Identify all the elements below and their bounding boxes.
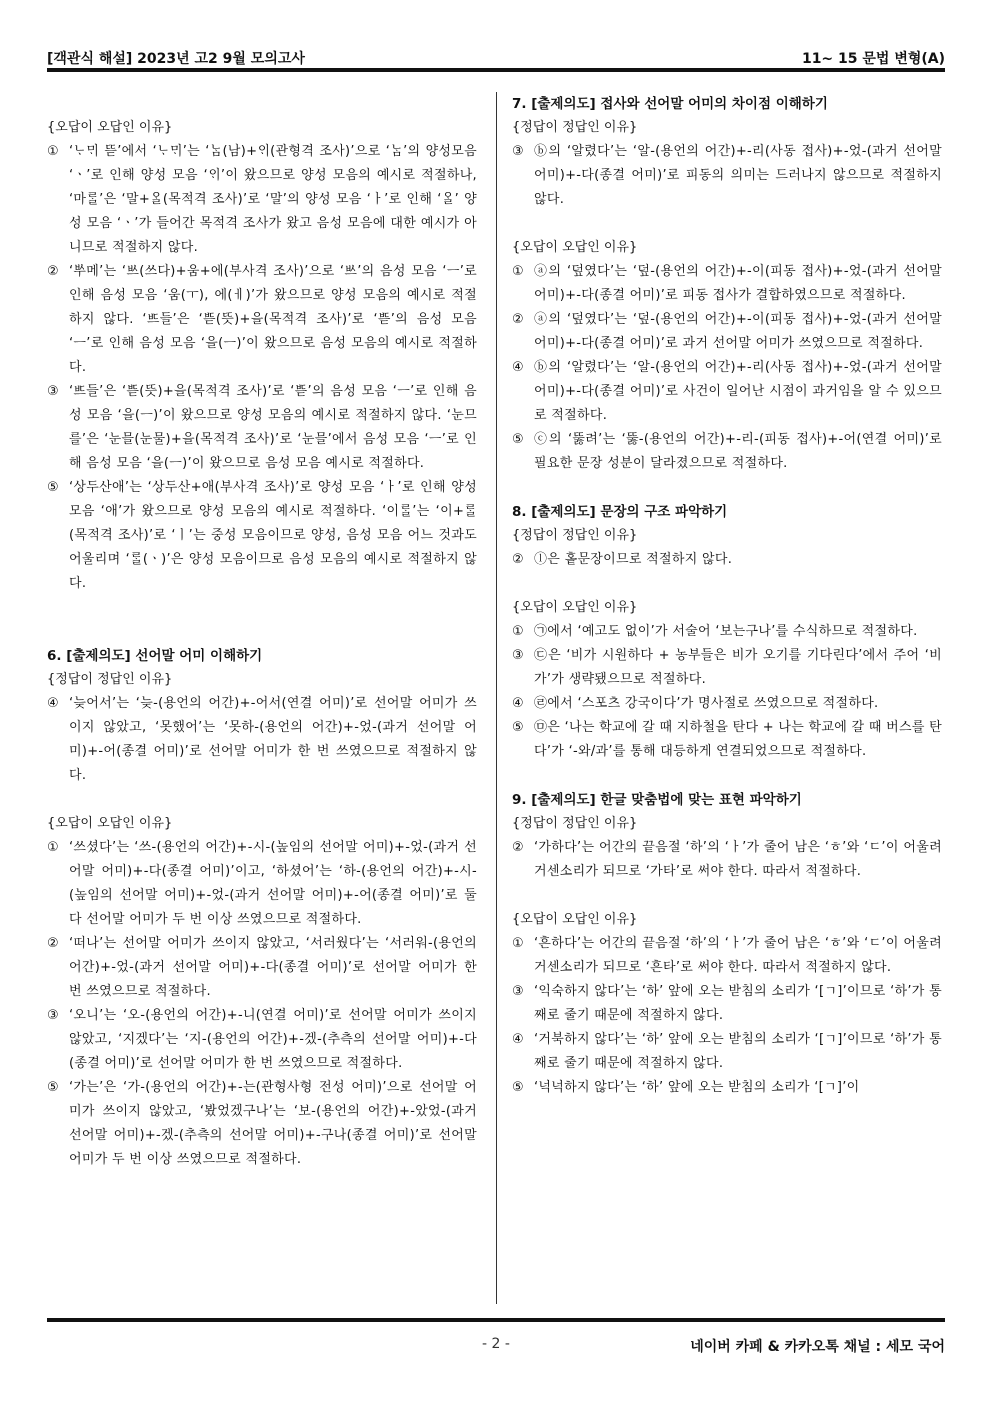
item-text: ‘거북하지 않다’는 ‘하’ 앞에 오는 받침의 소리가 ‘[ㄱ]’이므로 ‘하’가 통째로 줄기 때문에 적절하지 않다. [534,1032,942,1071]
answer-list [47,692,477,788]
answer-item [47,692,477,788]
item-text: ⓐ의 ‘덮였다’는 ‘덮-(용언의 어간)+-이(피동 접사)+-었-(과거 선어말 어미)+-다(종결 어미)’로 피동 접사가 결합하였으므로 적절하다. [534,264,942,303]
item-number: ⑤ [512,1080,524,1095]
item-number: ① [47,840,59,855]
answer-item [512,260,942,308]
answer-item [512,980,942,1028]
item-number: ⑤ [47,1080,59,1095]
item-number: ① [47,144,59,159]
item-text: ㉤은 ‘나는 학교에 갈 때 지하철을 탄다 + 나는 학교에 갈 때 버스를 탄다’가 ‘-와/과’를 통해 대등하게 연결되었으므로 적절하다. [534,720,942,759]
answer-item [512,548,942,572]
answer-item [512,716,942,764]
item-text: ‘넉넉하지 않다’는 ‘하’ 앞에 오는 받침의 소리가 ‘[ㄱ]’이 [534,1080,860,1095]
wrong-reason-heading: {오답이 오답인 이유} [512,912,638,927]
answer-item [512,1076,942,1100]
item-number: ⑤ [47,480,59,495]
wrong-reason-heading: {오답이 오답인 이유} [512,240,638,255]
answer-list [512,260,942,476]
item-number: ⑤ [512,720,524,735]
item-number: ① [512,264,524,279]
item-number: ③ [47,1008,59,1023]
answer-item [512,644,942,692]
section-title-8: 8. [출제의도] 문장의 구조 파악하기 [512,504,728,520]
item-text: ‘익숙하지 않다’는 ‘하’ 앞에 오는 받침의 소리가 ‘[ㄱ]’이므로 ‘하’가 통째로 줄기 때문에 적절하지 않다. [534,984,942,1023]
answer-item [47,476,477,596]
item-text: ‘상두산애’는 ‘상두산+애(부사격 조사)’로 양성 모음 ‘ㅏ’로 인해 양성 모음 ‘애’가 왔으므로 양성 모음의 예시로 적절하다. ‘이ᄅᆞᆯ’는 ‘이+ᄅᆞᆯ(목적격 조사)’로 ‘ㅣ’는 중성 모음이므로 양성, 음성 모음 어느 것과도 어울리며 ‘ᄅᆞᆯ(ㆍ)’은 양성 모음이므로 음성 모음의 예시로 적절하지 않다. [69,480,477,591]
wrong-reason-heading: {오답이 오답인 이유} [512,600,638,615]
item-text: ‘ᄠᅳ들’은 ‘ᄠᅳᆮ(뜻)+을(목적격 조사)’로 ‘ᄠᅳᆮ’의 음성 모음 ‘ㅡ’로 인해 음성 모음 ‘을(ㅡ)’이 왔으므로 양성 모음의 예시로 적절하지 않다. ‘눈므를’은 ‘눈믈(눈물)+을(목적격 조사)’로 ‘눈믈’에서 음성 모음 ‘ㅡ’로 인해 음성 모음 ‘을(ㅡ)’이 왔으므로 음성 모음 예시로 적절하다. [69,384,477,471]
item-text: ⓛ은 홑문장이므로 적절하지 않다. [534,552,733,567]
answer-item [512,1028,942,1076]
header-rule [47,68,945,72]
answer-item [512,836,942,884]
answer-item [47,1004,477,1076]
item-text: ‘떠나’는 선어말 어미가 쓰이지 않았고, ‘서러웠다’는 ‘서러워-(용언의 어간)+-었-(과거 선어말 어미)+-다(종결 어미)’로 선어말 어미가 한 번 쓰였으므로 적절하다. [69,936,477,999]
page-number: - 2 - [482,1336,510,1352]
page-footer [47,1336,945,1356]
answer-item [47,932,477,1004]
answer-list [512,620,942,764]
item-number: ③ [512,648,524,663]
item-number: ② [512,840,524,855]
item-text: ‘가하다’는 어간의 끝음절 ‘하’의 ‘ㅏ’가 줄어 남은 ‘ㅎ’와 ‘ㄷ’이 어울려 거센소리가 되므로 ‘가타’로 써야 한다. 따라서 적절하다. [534,840,942,879]
header-title: [객관식 해설] 2023년 고2 9월 모의고사 [47,51,305,67]
item-text: ⓑ의 ‘알렸다’는 ‘알-(용언의 어간)+-리(사동 접사)+-었-(과거 선어말 어미)+-다(종결 어미)’로 사건이 일어난 시점이 과거임을 알 수 있으므로 적절하다. [534,360,942,423]
page-header [47,40,945,68]
left-column [47,92,477,1172]
item-number: ③ [47,384,59,399]
item-text: ‘쓰셨다’는 ‘쓰-(용언의 어간)+-시-(높임의 선어말 어미)+-었-(과거 선어말 어미)+-다(종결 어미)’이고, ‘하셨어’는 ‘하-(용언의 어간)+-시-(높임의 선어말 어미)+-었-(과거 선어말 어미)+-어(종결 어미)’로 둘다 선어말 어미가 두 번 이상 쓰였으므로 적절하다. [69,840,477,927]
item-text: ㉠에서 ‘예고도 없이’가 서술어 ‘보는구나’를 수식하므로 적절하다. [534,624,918,639]
item-number: ② [47,264,59,279]
answer-list [512,836,942,884]
correct-reason-heading: {정답이 정답인 이유} [47,672,173,687]
footer-brand: 네이버 카페 & 카카오톡 채널 : 세모 국어 [690,1339,945,1355]
item-number: ③ [512,984,524,999]
answer-item [47,140,477,260]
answer-item [512,428,942,476]
wrong-reason-heading: {오답이 오답인 이유} [47,120,173,135]
answer-list [512,548,942,572]
item-number: ⑤ [512,432,524,447]
right-column [512,92,942,1100]
item-number: ① [512,624,524,639]
item-number: ④ [512,696,524,711]
answer-item [512,356,942,428]
answer-item [512,308,942,356]
item-number: ④ [512,1032,524,1047]
answer-item [512,620,942,644]
header-section: 11~ 15 문법 변형(A) [801,51,945,67]
item-number: ① [512,936,524,951]
correct-reason-heading: {정답이 정답인 이유} [512,528,638,543]
item-text: ⓒ의 ‘뚫려’는 ‘뚫-(용언의 어간)+-리-(피동 접사)+-어(연결 어미)’로 필요한 문장 성분이 달라졌으므로 적절하다. [534,432,942,471]
answer-list [512,140,942,212]
answer-list [47,836,477,1172]
item-text: ‘ᄡᅮ메’는 ‘ᄡᅳ(쓰다)+움+에(부사격 조사)’으로 ‘ᄡᅳ’의 음성 모음 ‘ㅡ’로 인해 음성 모음 ‘움(ㅜ), 에(ㅔ)’가 왔으므로 양성 모음의 예시로 적절하지 않다. ‘ᄠᅳ들’은 ‘ᄠᅳᆮ(뜻)+을(목적격 조사)’로 ‘ᄠᅳᆮ’의 음성 모음 ‘ㅡ’로 인해 음성 모음 ‘을(ㅡ)’이 왔으므로 음성 모음의 예시로 적절하다. [69,264,477,375]
answer-list [47,140,477,596]
correct-reason-heading: {정답이 정답인 이유} [512,816,638,831]
item-text: ‘흔하다’는 어간의 끝음절 ‘하’의 ‘ㅏ’가 줄어 남은 ‘ㅎ’와 ‘ㄷ’이 어울려 거센소리가 되므로 ‘흔타’로 써야 한다. 따라서 적절하지 않다. [534,936,942,975]
answer-item [512,692,942,716]
item-number: ② [47,936,59,951]
section-title-6: 6. [출제의도] 선어말 어미 이해하기 [47,648,263,664]
item-text: ⓐ의 ‘덮였다’는 ‘덮-(용언의 어간)+-이(피동 접사)+-었-(과거 선어말 어미)+-다(종결 어미)’로 과거 선어말 어미가 쓰였으므로 적절하다. [534,312,942,351]
item-number: ③ [512,144,524,159]
wrong-reason-heading: {오답이 오답인 이유} [47,816,173,831]
item-number: ④ [512,360,524,375]
item-text: ‘가는’은 ‘가-(용언의 어간)+-는(관형사형 전성 어미)’으로 선어말 어미가 쓰이지 않았고, ‘봤었겠구나’는 ‘보-(용언의 어간)+-았었-(과거 선어말 어미)+-겠-(추측의 선어말 어미)+-구나(종결 어미)’로 선어말 어미가 두 번 이상 쓰였으므로 적절하다. [69,1080,477,1167]
item-number: ② [512,552,524,567]
item-text: ⓑ의 ‘알렸다’는 ‘알-(용언의 어간)+-리(사동 접사)+-었-(과거 선어말 어미)+-다(종결 어미)’로 피동의 의미는 드러나지 않으므로 적절하지 않다. [534,144,942,207]
answer-list [512,932,942,1100]
section-title-7: 7. [출제의도] 접사와 선어말 어미의 차이점 이해하기 [512,96,828,112]
footer-rule [47,1318,945,1322]
answer-item [47,260,477,380]
correct-reason-heading: {정답이 정답인 이유} [512,120,638,135]
item-text: ‘늦어서’는 ‘늦-(용언의 어간)+-어서(연결 어미)’로 선어말 어미가 쓰이지 않았고, ‘못했어’는 ‘못하-(용언의 어간)+-었-(과거 선어말 어미)+-어(종결 어미)’로 선어말 어미가 한 번 쓰였으므로 적절하지 않다. [69,696,477,783]
answer-item [512,140,942,212]
item-text: ‘오니’는 ‘오-(용언의 어간)+-니(연결 어미)’로 선어말 어미가 쓰이지 않았고, ‘지겠다’는 ‘지-(용언의 어간)+-겠-(추측의 선어말 어미)+-다(종결 어미)’로 선어말 어미가 한 번 쓰였으므로 적절하다. [69,1008,477,1071]
answer-item [47,836,477,932]
item-number: ② [512,312,524,327]
item-number: ④ [47,696,59,711]
section-title-9: 9. [출제의도] 한글 맞춤법에 맞는 표현 파악하기 [512,792,802,808]
answer-item [512,932,942,980]
item-text: ㉣에서 ‘스포츠 강국이다’가 명사절로 쓰였으므로 적절하다. [534,696,879,711]
item-text: ‘ᄂᆞᄆᆡ 뜯’에서 ‘ᄂᆞᄆᆡ’는 ‘ᄂᆞᆷ(남)+ᄋᆡ(관형격 조사)’으로 ‘ᄂᆞᆷ’의 양성모음 ‘ㆍ’로 인해 양성 모음 ‘ᄋᆡ’이 왔으므로 양성 모음의 예시로 적절하나, ‘마ᄅᆞᆯ’은 ‘말+ᄋᆞᆯ(목적격 조사)’로 ‘말’의 양성 모음 ‘ㅏ’로 인해 ‘ᄋᆞᆯ’ 양성 모음 ‘ㆍ’가 들어간 목적격 조사가 왔고 음성 모음에 대한 예시가 아니므로 적절하지 않다. [69,144,477,255]
answer-item [47,1076,477,1172]
item-text: ㉢은 ‘비가 시원하다 + 농부들은 비가 오기를 기다린다’에서 주어 ‘비가’가 생략됐으므로 적절하다. [534,648,942,687]
answer-item [47,380,477,476]
column-divider [496,92,497,1304]
